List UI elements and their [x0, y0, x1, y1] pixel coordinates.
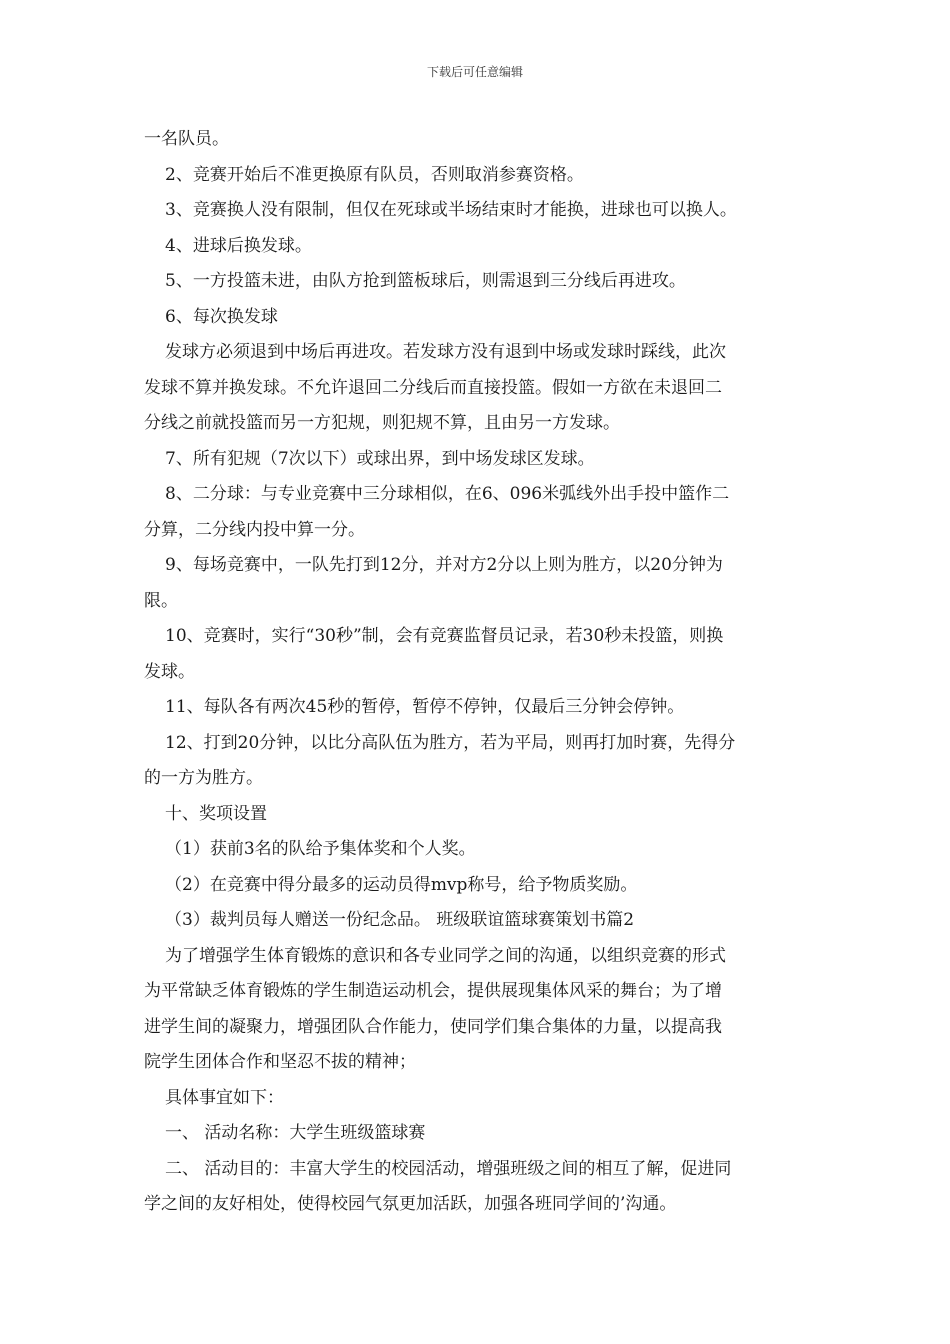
paragraph-line: 分线之前就投篮而另一方犯规，则犯规不算，且由另一方发球。 [144, 413, 620, 433]
paragraph-line: 学之间的友好相处，使得校园气氛更加活跃，加强各班同学间的’沟通。 [144, 1194, 677, 1214]
paragraph-line: 十、奖项设置 [165, 803, 267, 824]
paragraph-line: 进学生间的凝聚力，增强团队合作能力，使同学们集合集体的力量，以提高我 [144, 1016, 722, 1037]
paragraph-line: 具体事宜如下： [165, 1087, 284, 1108]
paragraph-line: 5、一方投篮未进，由队方抢到篮板球后，则需退到三分线后再进攻。 [165, 271, 686, 291]
paragraph-line: 12、打到20分钟，以比分高队伍为胜方，若为平局，则再打加时赛，先得分 [165, 732, 736, 753]
paragraph-line: 分算，二分线内投中算一分。 [144, 519, 365, 540]
paragraph-line: （1）获前3名的队给予集体奖和个人奖。 [165, 839, 476, 859]
paragraph-line: 为了增强学生体育锻炼的意识和各专业同学之间的沟通，以组织竞赛的形式 [165, 945, 726, 966]
paragraph-line: 一名队员。 [144, 129, 229, 149]
paragraph-line: 限。 [144, 590, 178, 611]
paragraph-line: 二、 活动目的：丰富大学生的校园活动，增强班级之间的相互了解，促进同 [165, 1158, 732, 1179]
paragraph-line: 11、每队各有两次45秒的暂停，暂停不停钟，仅最后三分钟会停钟。 [165, 697, 685, 717]
document-body [144, 122, 812, 1223]
paragraph-line: 一、 活动名称：大学生班级篮球赛 [165, 1123, 426, 1143]
paragraph-line: （3）裁判员每人赠送一份纪念品。 班级联谊篮球赛策划书篇2 [165, 910, 635, 930]
page-header: 下载后可任意编辑 [426, 65, 523, 79]
paragraph-line: 4、进球后换发球。 [165, 235, 312, 256]
paragraph-line: 的一方为胜方。 [144, 768, 263, 788]
paragraph-line: 发球不算并换发球。不允许退回二分线后而直接投篮。假如一方欲在未退回二 [144, 377, 722, 398]
paragraph-line: 发球。 [144, 661, 195, 682]
paragraph-line: 9、每场竞赛中，一队先打到12分，并对方2分以上则为胜方，以20分钟为 [165, 555, 723, 575]
paragraph-line: 为平常缺乏体育锻炼的学生制造运动机会，提供展现集体风采的舞台；为了增 [144, 981, 722, 1001]
paragraph-line: 7、所有犯规（7次以下）或球出界，到中场发球区发球。 [165, 448, 595, 469]
paragraph-line: 院学生团体合作和坚忍不拔的精神； [144, 1052, 416, 1072]
paragraph-line: 8、二分球：与专业竞赛中三分球相似，在6、096米弧线外出手投中篮作二 [165, 484, 730, 504]
paragraph-line: 2、竞赛开始后不准更换原有队员，否则取消参赛资格。 [165, 164, 584, 185]
paragraph-line: 发球方必须退到中场后再进攻。若发球方没有退到中场或发球时踩线，此次 [165, 342, 726, 362]
paragraph-line: （2）在竞赛中得分最多的运动员得mvp称号，给予物质奖励。 [165, 874, 638, 895]
paragraph-line: 3、竞赛换人没有限制，但仅在死球或半场结束时才能换，进球也可以换人。 [165, 200, 737, 220]
paragraph-line: 6、每次换发球 [165, 306, 278, 327]
paragraph-line: 10、竞赛时，实行“30秒”制，会有竞赛监督员记录，若30秒未投篮，则换 [165, 626, 724, 646]
